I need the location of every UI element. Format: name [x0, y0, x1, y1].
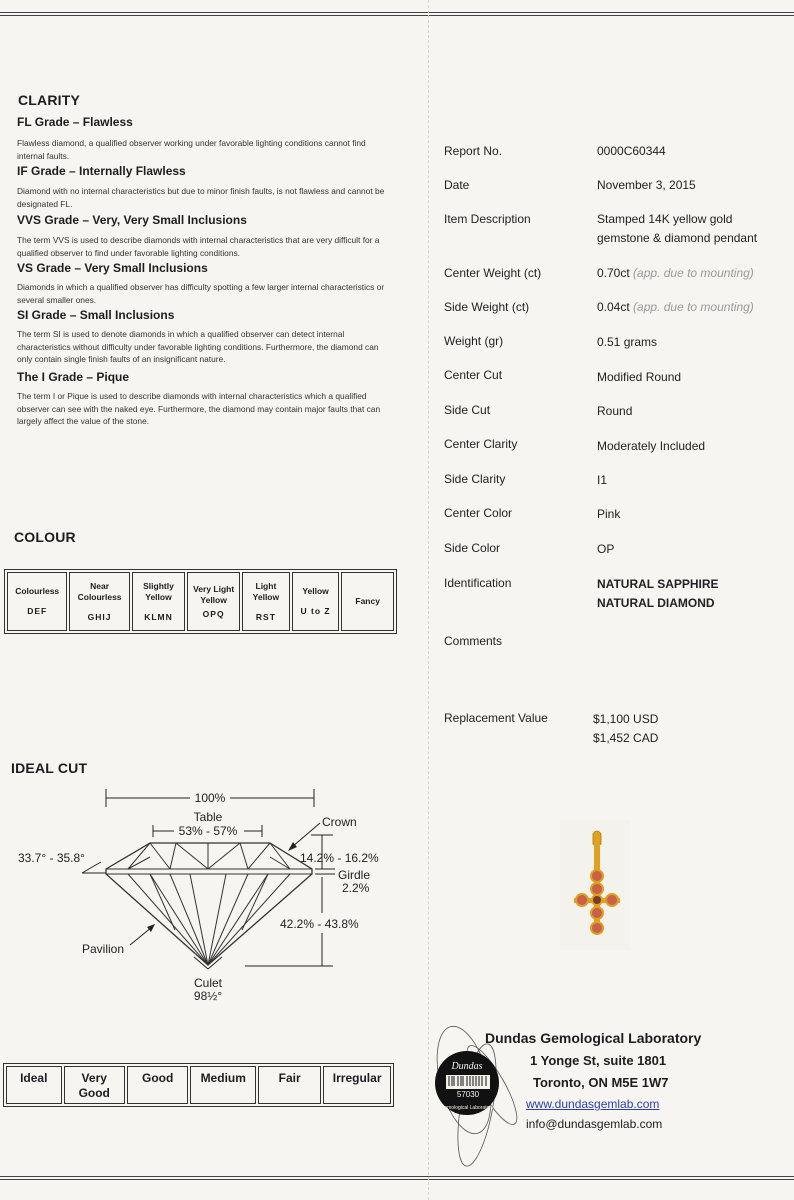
- colour-name: Very Light Yellow: [193, 583, 235, 605]
- cut-grade-cell: Good: [127, 1066, 188, 1104]
- seal-barcode: [446, 1075, 490, 1089]
- table-label: Table: [193, 810, 223, 824]
- colour-letters: RST: [255, 611, 276, 622]
- lab-website-link[interactable]: www.dundasgemlab.com: [526, 1097, 660, 1111]
- identification-label: Identification: [444, 576, 512, 590]
- side-clarity-value: I1: [597, 473, 608, 487]
- report-no-value: 0000C60344: [597, 144, 666, 158]
- side-weight-number: 0.04ct: [597, 300, 630, 314]
- colour-title: COLOUR: [14, 529, 76, 545]
- replacement-usd: $1,100 USD: [593, 712, 659, 726]
- colour-name: Yellow: [302, 586, 329, 596]
- colour-letters: GHIJ: [87, 611, 112, 622]
- colour-name: Near Colourless: [77, 580, 122, 602]
- pendant-stone: [576, 894, 588, 906]
- colour-cell: [292, 572, 340, 631]
- item-description-line1: Stamped 14K yellow gold: [597, 212, 733, 226]
- item-description-label: Item Description: [444, 212, 531, 226]
- colour-name: Slightly Yellow: [143, 580, 174, 602]
- center-cut-label: Center Cut: [444, 368, 503, 382]
- center-weight-number: 0.70ct: [597, 266, 630, 280]
- crown-angle-label: 33.7° - 35.8°: [18, 851, 85, 865]
- culet-angle-label: 98½°: [193, 989, 223, 1003]
- lab-seal: [432, 1025, 532, 1175]
- table-range-label: 53% - 57%: [178, 824, 238, 838]
- side-cut-value: Round: [597, 404, 633, 418]
- grade-if-text: Diamond with no internal characteristics but due to minor finish faults, is not flawless and cannot be designated FL.: [17, 186, 385, 209]
- side-cut-label: Side Cut: [444, 403, 491, 417]
- colour-name: Light Yellow: [252, 580, 280, 602]
- pendant-stone: [591, 883, 603, 895]
- identification-line1: NATURAL SAPPHIRE: [597, 577, 719, 591]
- pavilion-arrow-head: [147, 924, 155, 932]
- cut-grade-table: [3, 1063, 394, 1107]
- report-no-label: Report No.: [444, 144, 503, 158]
- grade-vvs-text: The term VVS is used to describe diamonds with internal characteristics that are very difficult for a qualified observer to find under favorable lighting conditions.: [17, 235, 380, 258]
- weight-value: 0.51 grams: [597, 335, 658, 349]
- identification-line2: NATURAL DIAMOND: [597, 596, 715, 610]
- colour-letters: KLMN: [144, 611, 173, 622]
- pendant-vertical-bar: [594, 844, 600, 872]
- clarity-title: CLARITY: [18, 92, 81, 108]
- date-value: November 3, 2015: [597, 178, 696, 192]
- pendant-stone: [591, 907, 603, 919]
- grade-i-text: The term I or Pique is used to describe diamonds with internal characteristics which a qualified observer can see with the naked eye. Furthermore, the diamond may contain major faults that can largely affect the value of the stone.: [17, 391, 381, 426]
- side-color-value: OP: [597, 542, 615, 556]
- seal-number: 57030: [456, 1090, 480, 1099]
- colour-cell: [7, 572, 67, 631]
- pendant-stone: [606, 894, 618, 906]
- pavilion-depth-label: 42.2% - 43.8%: [280, 917, 359, 931]
- cut-grade-cell: Ideal: [6, 1066, 62, 1104]
- date-label: Date: [444, 178, 470, 192]
- colour-cell: [187, 572, 240, 631]
- diamond-profile: [106, 843, 312, 965]
- pendant-center-stone: [592, 895, 602, 905]
- weight-label: Weight (gr): [444, 334, 504, 348]
- center-cut-value: Modified Round: [597, 370, 682, 384]
- lab-address-line2: Toronto, ON M5E 1W7: [533, 1075, 669, 1090]
- appraisal-report-panel: [430, 0, 794, 1200]
- colour-letters: OPQ: [202, 608, 225, 619]
- grade-vs-text: Diamonds in which a qualified observer has difficulty spotting a few larger internal characteristics or several smaller ones.: [17, 282, 385, 305]
- side-weight-label: Side Weight (ct): [444, 300, 530, 314]
- ideal-cut-title: IDEAL CUT: [11, 760, 88, 776]
- girdle-value-label: 2.2%: [342, 881, 370, 895]
- colour-letters: U to Z: [300, 606, 331, 616]
- grade-if-heading: IF Grade – Internally Flawless: [17, 164, 186, 178]
- crown-height-label: 14.2% - 16.2%: [300, 851, 379, 865]
- item-description-value: [597, 210, 757, 248]
- replacement-cad: $1,452 CAD: [593, 731, 659, 745]
- cut-grade-cell: Very Good: [64, 1066, 125, 1104]
- center-weight-note: (app. due to mounting): [633, 266, 754, 280]
- side-color-label: Side Color: [444, 541, 501, 555]
- lab-email[interactable]: info@dundasgemlab.com: [526, 1117, 663, 1131]
- identification-value: [597, 575, 719, 613]
- side-weight-note: (app. due to mounting): [633, 300, 754, 314]
- pendant-bail: [593, 831, 601, 846]
- grade-fl-text: Flawless diamond, a qualified observer working under favorable lighting conditions cannot find internal faults.: [17, 138, 366, 161]
- replacement-value-label: Replacement Value: [444, 711, 548, 725]
- colour-letters: DEF: [27, 606, 48, 616]
- culet-label: Culet: [193, 976, 223, 990]
- lab-address-line1: 1 Yonge St, suite 1801: [530, 1053, 667, 1068]
- grade-fl-heading: FL Grade – Flawless: [17, 115, 133, 129]
- colour-cell: [69, 572, 129, 631]
- item-description-line2: gemstone & diamond pendant: [597, 231, 758, 245]
- center-clarity-value: Moderately Included: [597, 439, 706, 453]
- pendant-stone: [591, 922, 603, 934]
- colour-scale-table: [4, 569, 397, 634]
- center-weight-label: Center Weight (ct): [444, 266, 542, 280]
- width-label: 100%: [194, 791, 226, 805]
- center-color-label: Center Color: [444, 506, 513, 520]
- pavilion-label: Pavilion: [82, 942, 125, 956]
- seal-top-text: Dundas: [451, 1061, 483, 1072]
- side-weight-value: [597, 298, 754, 317]
- cut-grade-cell: Irregular: [323, 1066, 391, 1104]
- ideal-cut-diagram: [0, 785, 420, 1010]
- center-weight-value: [597, 264, 754, 283]
- colour-cell-fancy: [341, 572, 394, 631]
- pendant-photo: [560, 820, 630, 950]
- grade-vvs-heading: VVS Grade – Very, Very Small Inclusions: [17, 213, 247, 227]
- cut-grade-cell: Fair: [258, 1066, 321, 1104]
- colour-name: Fancy: [355, 596, 380, 606]
- center-clarity-label: Center Clarity: [444, 437, 518, 451]
- grade-i-heading: The I Grade – Pique: [17, 370, 130, 384]
- side-clarity-label: Side Clarity: [444, 472, 506, 486]
- grade-si-text: The term SI is used to denote diamonds in which a qualified observer can detect internal characteristics without difficulty under favorable lighting conditions. Furthermore, the diamond can only contain single finish faults of an insignificant nature.: [17, 329, 379, 364]
- colour-cell: [132, 572, 185, 631]
- cut-grade-cell: Medium: [190, 1066, 256, 1104]
- center-color-value: Pink: [597, 507, 621, 521]
- crown-label: Crown: [322, 815, 357, 829]
- page-fold: [428, 0, 429, 1200]
- colour-cell: [242, 572, 290, 631]
- colour-name: Colourless: [15, 586, 60, 596]
- grade-vs-heading: VS Grade – Very Small Inclusions: [17, 261, 208, 275]
- seal-bottom-text: Gemological Laboratory: [440, 1105, 494, 1111]
- replacement-value: [593, 710, 658, 748]
- comments-label: Comments: [444, 634, 503, 648]
- lab-info: [430, 1025, 794, 1175]
- lab-name: Dundas Gemological Laboratory: [485, 1030, 702, 1046]
- grade-si-heading: SI Grade – Small Inclusions: [17, 308, 175, 322]
- pavilion-arrow: [130, 927, 152, 945]
- pendant-stone: [591, 870, 603, 882]
- girdle-label: Girdle: [338, 868, 371, 882]
